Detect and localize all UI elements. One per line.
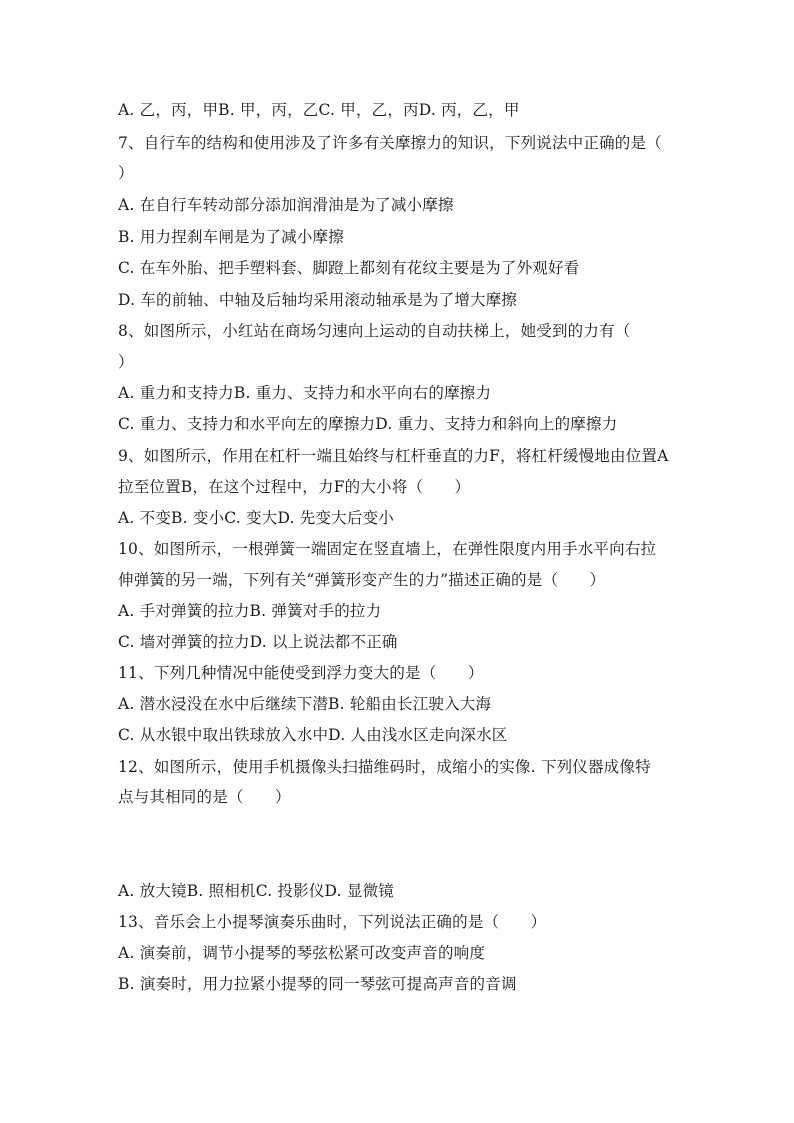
- q10-stem: 10、如图所示，一根弹簧一端固定在竖直墙上，在弹性限度内用手水平向右拉: [118, 540, 657, 558]
- q12-stem: 12、如图所示，使用手机摄像头扫描维码时，成缩小的实像. 下列仪器成像特: [118, 758, 651, 776]
- q7-stem: 7、自行车的结构和使用涉及了许多有关摩擦力的知识，下列说法中正确的是（: [118, 134, 662, 152]
- q11-options-cd: C. 从水银中取出铁球放入水中D. 人由浅水区走向深水区: [118, 726, 508, 744]
- q7-option-d: D. 车的前轴、中轴及后轴均采用滚动轴承是为了增大摩擦: [118, 291, 518, 309]
- q7-option-b: B. 用力捏刹车闸是为了减小摩擦: [118, 228, 344, 246]
- q10-options-cd: C. 墙对弹簧的拉力D. 以上说法都不正确: [118, 633, 398, 651]
- q9-stem-cont: 拉至位置B，在这个过程中，力F的大小将（ ）: [118, 478, 471, 496]
- q8-options-ab: A. 重力和支持力B. 重力、支持力和水平向右的摩擦力: [118, 384, 492, 402]
- q13-option-a: A. 演奏前，调节小提琴的琴弦松紧可改变声音的响度: [118, 944, 486, 962]
- q9-options: A. 不变B. 变小C. 变大D. 先变大后变小: [118, 509, 394, 527]
- q10-stem-cont: 伸弹簧的另一端，下列有关“弹簧形变产生的力”描述正确的是（ ）: [118, 571, 606, 589]
- q8-stem-close: ）: [118, 353, 134, 371]
- q7-option-a: A. 在自行车转动部分添加润滑油是为了减小摩擦: [118, 196, 454, 214]
- q8-options-cd: C. 重力、支持力和水平向左的摩擦力D. 重力、支持力和斜向上的摩擦力: [118, 415, 618, 433]
- q11-options-ab: A. 潜水浸没在水中后继续下潜B. 轮船由长江驶入大海: [118, 695, 492, 713]
- q9-stem: 9、如图所示，作用在杠杆一端且始终与杠杆垂直的力F，将杠杆缓慢地由位置A: [118, 447, 669, 465]
- q12-options: A. 放大镜B. 照相机C. 投影仪D. 显微镜: [118, 882, 394, 900]
- q13-option-b: B. 演奏时，用力拉紧小提琴的同一琴弦可提高声音的音调: [118, 975, 517, 993]
- q12-stem-cont: 点与其相同的是（ ）: [118, 788, 291, 806]
- q11-stem: 11、下列几种情况中能使受到浮力变大的是（ ）: [118, 664, 484, 682]
- q13-stem: 13、音乐会上小提琴演奏乐曲时，下列说法正确的是（ ）: [118, 913, 547, 931]
- q6-options: A. 乙，丙，甲B. 甲，丙，乙C. 甲，乙，丙D. 丙，乙，甲: [118, 101, 520, 119]
- q7-option-c: C. 在车外胎、把手塑料套、脚蹬上都刻有花纹主要是为了外观好看: [118, 259, 580, 277]
- q8-stem: 8、如图所示，小红站在商场匀速向上运动的自动扶梯上，她受到的力有（: [118, 322, 631, 340]
- q7-stem-close: ）: [118, 164, 134, 182]
- q10-options-ab: A. 手对弹簧的拉力B. 弹簧对手的拉力: [118, 602, 382, 620]
